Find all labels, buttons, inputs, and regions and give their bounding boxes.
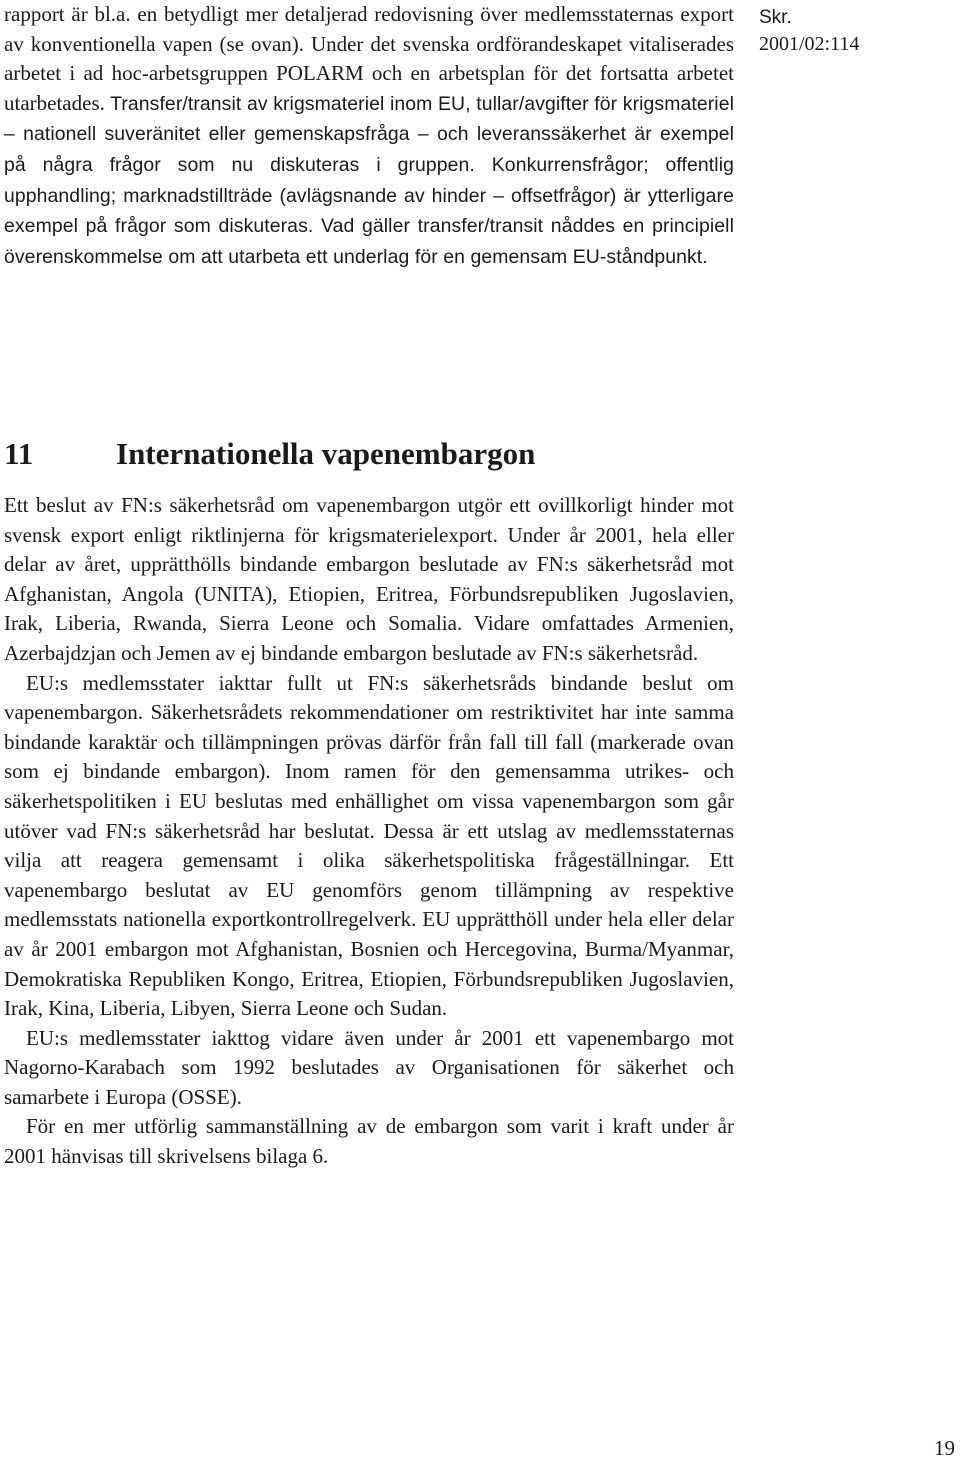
continued-sans-text: Transfer/transit av krigsmateriel inom EU, tullar/avgifter för krigsmateriel – nationell suveränitet eller gemenskapsfråga – och leveranssäkerhet är exempel på några frågor som nu diskuteras i gruppen. Konkurrensfrågor; offentlig upphandling; marknadstillträde (avlägsnande av hinder – offsetfrågor) är ytterligare exempel på frågor som diskuteras. Vad gäller transfer/transit nåddes en principiell överenskommelse om att utarbeta ett underlag för en gemensam EU-ståndpunkt. <box>4 92 734 268</box>
document-reference <box>759 4 859 58</box>
document-reference-number: 2001/02:114 <box>759 33 860 55</box>
continued-paragraph <box>4 0 734 272</box>
section-paragraph-4: För en mer utförlig sammanställning av de embargon som varit i kraft under år 2001 hänvisas till skrivelsens bilaga 6. <box>4 1114 734 1169</box>
section-heading <box>4 436 734 472</box>
document-reference-label: Skr. <box>759 7 792 28</box>
section-title: Internationella vapenembargon <box>116 436 536 471</box>
section-paragraph-3: EU:s medlemsstater iakttog vidare även under år 2001 ett vapenembargo mot Nagorno-Karabach som 1992 beslutades av Organisationen för säkerhet och samarbete i Europa (OSSE). <box>4 1025 734 1109</box>
section-paragraph-1: Ett beslut av FN:s säkerhetsråd om vapenembargon utgör ett ovillkorligt hinder mot svensk export enligt riktlinjerna för krigsmaterielexport. Under år 2001, hela eller delar av året, upprätthölls bindande embargon beslutade av FN:s säkerhetsråd mot Afghanistan, Angola (UNITA), Etiopien, Eritrea, Förbundsrepubliken Jugoslavien, Irak, Liberia, Rwanda, Sierra Leone och Somalia. Vidare omfattades Armenien, Azerbajdzjan och Jemen av ej bindande embargon beslutade av FN:s säkerhetsråd. <box>4 493 734 665</box>
section-paragraph-2: EU:s medlemsstater iakttar fullt ut FN:s säkerhetsråds bindande beslut om vapenembargon. Säkerhetsrådets rekommendationer om restriktivitet har inte samma bindande karaktär och tillämpningen prövas därför från fall till fall (markerade ovan som ej bindande embargon). Inom ramen för den gemensamma utrikes- och säkerhetspolitiken i EU beslutas med enhällighet om vissa vapenembargon som går utöver vad FN:s säkerhetsråd har beslutat. Dessa är ett utslag av medlemsstaternas vilja att reagera gemensamt i olika säkerhetspolitiska frågeställningar. Ett vapenembargo beslutat av EU genomförs genom tillämpning av respektive medlemsstats nationella exportkontrollregelverk. EU upprätthöll under hela eller delar av år 2001 embargon mot Afghanistan, Bosnien och Hercegovina, Burma/Myanmar, Demokratiska Republiken Kongo, Eritrea, Etiopien, Förbundsrepubliken Jugoslavien, Irak, Kina, Liberia, Libyen, Sierra Leone och Sudan. <box>4 670 734 1021</box>
section-number: 11 <box>4 436 34 471</box>
continued-paragraph-block <box>4 0 734 272</box>
section-block <box>4 436 734 1172</box>
page-number: 19 <box>934 1436 955 1460</box>
continued-serif-text: rapport är bl.a. en betydligt mer detaljerad redovisning över medlemsstaternas export av konventionella vapen (se ovan). Under det svenska ordförandeskapet vitaliserades arbetet i ad hoc-arbetsgruppen POLARM och en arbetsplan för det fortsatta arbetet utarbetades. <box>4 2 734 115</box>
